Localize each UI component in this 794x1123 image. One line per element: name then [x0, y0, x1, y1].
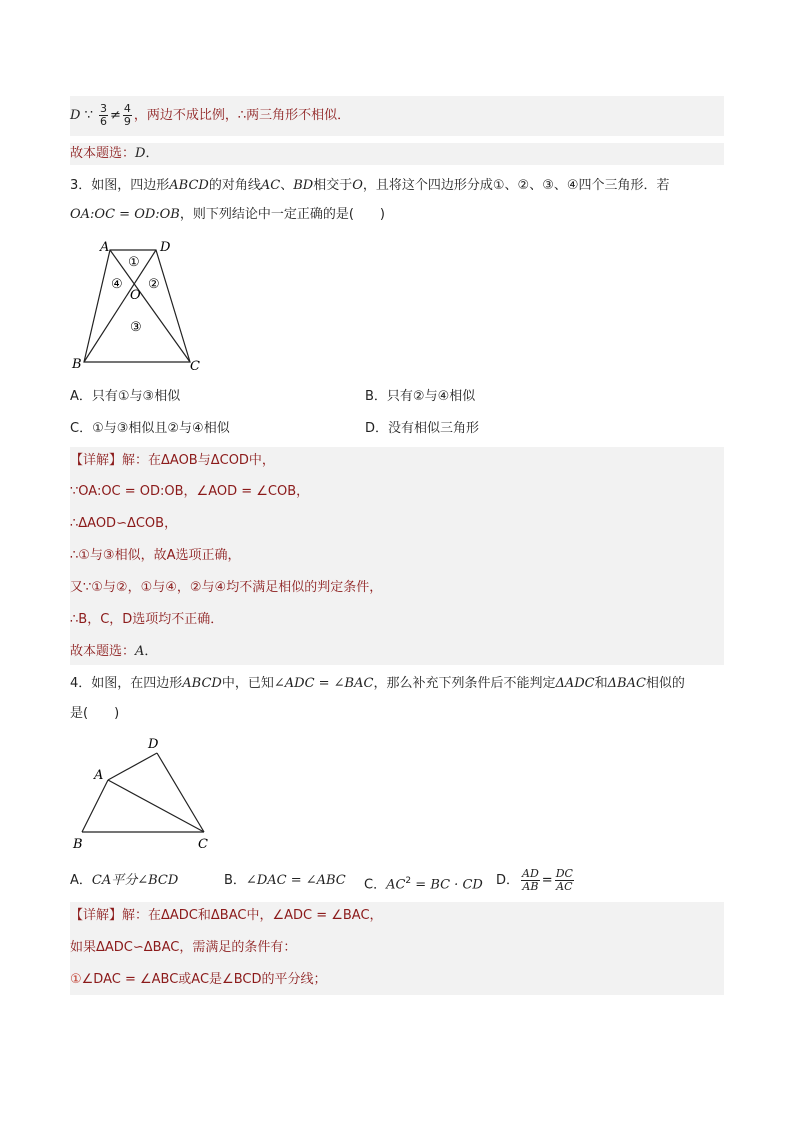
q3-sol-7: 故本题选：A． — [70, 644, 158, 659]
label-C: C — [198, 837, 208, 852]
q4-option-a[interactable]: A．CA平分∠BCD — [70, 873, 179, 888]
label-B: B — [73, 837, 83, 852]
label-D: D — [148, 737, 159, 752]
q3-option-d[interactable]: D．没有相似三角形 — [365, 421, 480, 436]
q4-option-d[interactable]: D． $\frac{AD}{AB}$ = $\frac{DC}{AC}$ — [496, 867, 573, 893]
fraction-3-6: $\frac{3}{6}$ — [100, 102, 107, 128]
neq-symbol: ≠ — [110, 108, 121, 123]
q3-stem-line2: OA:OC = OD:OB，则下列结论中一定正确的是( ) — [70, 207, 386, 222]
q4-option-b[interactable]: B．∠DAC = ∠ABC — [224, 873, 346, 888]
q4-options — [70, 866, 724, 896]
q3-option-a[interactable]: A．只有①与③相似 — [70, 389, 181, 404]
label-D: D — [160, 240, 171, 255]
solution-line-d — [70, 96, 724, 136]
q4-sol-2: 如果ΔADC∽ΔBAC，需满足的条件有： — [70, 940, 297, 955]
q4-sol-3: ①∠DAC = ∠ABC或AC是∠BCD的平分线； — [70, 972, 327, 987]
q4-option-c[interactable]: C．$AC^2$ = BC · CD — [364, 876, 483, 893]
q3-figure — [70, 236, 210, 374]
answer-line: 故本题选：D． — [70, 143, 724, 165]
q4-figure — [70, 734, 220, 854]
label-O: O — [130, 288, 141, 303]
region-3: ③ — [130, 320, 142, 335]
fraction-4-9: $\frac{4}{9}$ — [123, 102, 131, 128]
option-letter: D — [70, 108, 81, 123]
q3-option-b[interactable]: B．只有②与④相似 — [365, 389, 476, 404]
q3-sol-6: ∴B，C，D选项均不正确． — [70, 612, 224, 627]
q3-option-c[interactable]: C．①与③相似且②与④相似 — [70, 421, 230, 436]
label-A: A — [94, 768, 104, 783]
q3-stem-line1: 3．如图，四边形ABCD的对角线AC、BD相交于O，且将这个四边形分成①、②、③、④四个三角形．若 — [70, 178, 670, 193]
label-A: A — [100, 240, 110, 255]
q4-stem-line2: 是( ) — [70, 706, 120, 721]
label-C: C — [190, 359, 200, 374]
region-2: ② — [148, 277, 160, 292]
q4-stem-line1: 4．如图，在四边形ABCD中，已知∠ADC = ∠BAC，那么补充下列条件后不能判定ΔADC和ΔBAC相似的 — [70, 676, 685, 691]
region-1: ① — [128, 255, 140, 270]
q3-sol-3: ∴ΔAOD∽ΔCOB， — [70, 516, 178, 531]
region-4: ④ — [111, 277, 123, 292]
q3-sol-4: ∴①与③相似，故A选项正确， — [70, 548, 241, 563]
label-B: B — [72, 357, 82, 372]
q3-sol-2: ∵OA:OC = OD:OB，∠AOD = ∠COB， — [70, 484, 310, 499]
q4-sol-1: 【详解】解：在ΔADC和ΔBAC中，∠ADC = ∠BAC， — [70, 908, 383, 923]
solution-text: ，两边不成比例，∴两三角形不相似． — [133, 108, 351, 123]
q3-sol-1: 【详解】解：在ΔAOB与ΔCOD中， — [70, 453, 275, 468]
because-symbol: ∵ — [84, 108, 93, 123]
q3-sol-5: 又∵①与②，①与④，②与④均不满足相似的判定条件， — [70, 580, 383, 595]
fraction-ad-ab: $\frac{AD}{AB}$ — [522, 867, 539, 893]
fraction-dc-ac: $\frac{DC}{AC}$ — [555, 867, 573, 893]
